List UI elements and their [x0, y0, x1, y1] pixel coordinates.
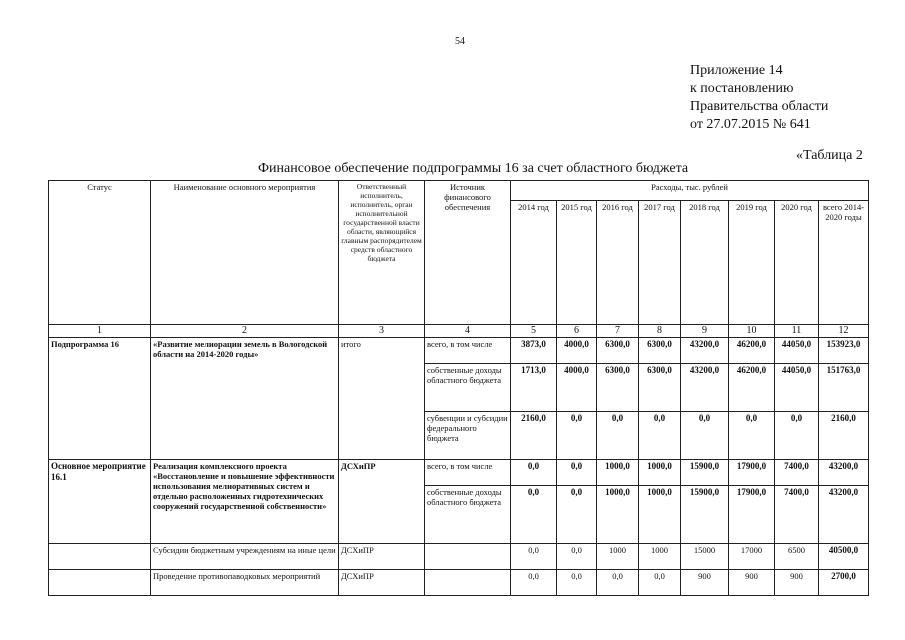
value-cell: 44050,0 [775, 338, 819, 364]
value-cell: 1000,0 [597, 486, 639, 544]
header-year: 2018 год [681, 201, 729, 325]
value-cell: 3873,0 [511, 338, 557, 364]
value-cell: 4000,0 [557, 338, 597, 364]
value-cell: 1000 [597, 544, 639, 570]
value-cell: 1713,0 [511, 364, 557, 412]
value-cell: 0,0 [729, 412, 775, 460]
value-cell: 4000,0 [557, 364, 597, 412]
activity-cell: «Развитие мелиорации земель в Вологодской области на 2014-2020 годы» [151, 338, 339, 460]
value-cell: 2160,0 [819, 412, 869, 460]
value-cell: 151763,0 [819, 364, 869, 412]
value-cell: 15900,0 [681, 486, 729, 544]
value-cell: 0,0 [775, 412, 819, 460]
table-title: Финансовое обеспечение подпрограммы 16 за счет областного бюджета [258, 161, 689, 176]
value-cell: 0,0 [597, 412, 639, 460]
header-expenses: Расходы, тыс. рублей [511, 181, 869, 201]
budget-table [48, 180, 869, 596]
value-cell: 0,0 [511, 570, 557, 596]
executor-cell: ДСХиПР [339, 544, 425, 570]
column-number: 1 [49, 325, 151, 338]
value-cell: 17900,0 [729, 460, 775, 486]
value-cell: 1000 [639, 544, 681, 570]
value-cell: 43200,0 [819, 486, 869, 544]
column-number: 11 [775, 325, 819, 338]
table-row [49, 544, 869, 570]
value-cell: 44050,0 [775, 364, 819, 412]
column-number: 4 [425, 325, 511, 338]
value-cell: 46200,0 [729, 338, 775, 364]
value-cell: 2160,0 [511, 412, 557, 460]
header-year: 2017 год [639, 201, 681, 325]
value-cell: 0,0 [511, 544, 557, 570]
source-cell: собственные доходы областного бюджета [425, 364, 511, 412]
executor-cell: итого [339, 338, 425, 460]
value-cell: 1000,0 [639, 460, 681, 486]
value-cell: 6300,0 [639, 338, 681, 364]
value-cell: 43200,0 [681, 364, 729, 412]
source-cell [425, 570, 511, 596]
source-cell: всего, в том числе [425, 338, 511, 364]
value-cell: 1000,0 [639, 486, 681, 544]
header-source: Источник финансового обеспечения [425, 181, 511, 325]
value-cell: 0,0 [597, 570, 639, 596]
column-number: 10 [729, 325, 775, 338]
appendix-block [690, 62, 828, 134]
page-number: 54 [455, 36, 465, 47]
column-number: 3 [339, 325, 425, 338]
value-cell: 15900,0 [681, 460, 729, 486]
table-row [49, 570, 869, 596]
value-cell: 900 [775, 570, 819, 596]
source-cell: всего, в том числе [425, 460, 511, 486]
value-cell: 17900,0 [729, 486, 775, 544]
activity-cell: Проведение противопаводковых мероприятий [151, 570, 339, 596]
value-cell: 0,0 [557, 412, 597, 460]
value-cell: 6500 [775, 544, 819, 570]
value-cell: 6300,0 [597, 364, 639, 412]
column-number: 6 [557, 325, 597, 338]
table-row [49, 460, 869, 486]
value-cell: 0,0 [511, 486, 557, 544]
appendix-line: Приложение 14 [690, 63, 783, 78]
source-cell [425, 544, 511, 570]
value-cell: 2700,0 [819, 570, 869, 596]
value-cell: 6300,0 [597, 338, 639, 364]
value-cell: 0,0 [511, 460, 557, 486]
column-number-row [49, 325, 869, 338]
status-cell [49, 570, 151, 596]
status-cell: Основное мероприятие 16.1 [49, 460, 151, 544]
value-cell: 900 [729, 570, 775, 596]
source-cell: субвенции и субсидии федерального бюджета [425, 412, 511, 460]
value-cell: 46200,0 [729, 364, 775, 412]
value-cell: 0,0 [681, 412, 729, 460]
column-number: 5 [511, 325, 557, 338]
table-reference: «Таблица 2 [796, 148, 863, 163]
value-cell: 43200,0 [681, 338, 729, 364]
column-number: 2 [151, 325, 339, 338]
status-cell [49, 544, 151, 570]
header-year: 2014 год [511, 201, 557, 325]
header-year: 2015 год [557, 201, 597, 325]
activity-cell: Реализация комплексного проекта «Восстановление и повышение эффективности использования мелиоративных систем и отдельно расположенных гидротехнических сооружений государственной собственности» [151, 460, 339, 544]
header-year-total: всего 2014-2020 годы [819, 201, 869, 325]
column-number: 7 [597, 325, 639, 338]
executor-cell: ДСХиПР [339, 570, 425, 596]
value-cell: 17000 [729, 544, 775, 570]
value-cell: 0,0 [557, 570, 597, 596]
header-executor: Ответственный исполнитель, исполнитель, орган исполнительной государственной власти области, являющийся главным распорядителем средств областного бюджета [339, 181, 425, 325]
value-cell: 40500,0 [819, 544, 869, 570]
column-number: 12 [819, 325, 869, 338]
appendix-line: от 27.07.2015 № 641 [690, 117, 811, 132]
column-number: 9 [681, 325, 729, 338]
value-cell: 7400,0 [775, 486, 819, 544]
value-cell: 7400,0 [775, 460, 819, 486]
activity-cell: Субсидии бюджетным учреждениям на иные цели [151, 544, 339, 570]
value-cell: 15000 [681, 544, 729, 570]
header-year: 2016 год [597, 201, 639, 325]
value-cell: 0,0 [639, 412, 681, 460]
value-cell: 0,0 [639, 570, 681, 596]
header-year: 2019 год [729, 201, 775, 325]
value-cell: 6300,0 [639, 364, 681, 412]
appendix-line: Правительства области [690, 99, 829, 114]
header-year: 2020 год [775, 201, 819, 325]
value-cell: 0,0 [557, 544, 597, 570]
value-cell: 0,0 [557, 486, 597, 544]
appendix-line: к постановлению [690, 81, 794, 96]
value-cell: 43200,0 [819, 460, 869, 486]
value-cell: 1000,0 [597, 460, 639, 486]
source-cell: собственные доходы областного бюджета [425, 486, 511, 544]
header-status: Статус [49, 181, 151, 325]
value-cell: 900 [681, 570, 729, 596]
header-activity: Наименование основного мероприятия [151, 181, 339, 325]
value-cell: 0,0 [557, 460, 597, 486]
value-cell: 153923,0 [819, 338, 869, 364]
table-row [49, 338, 869, 364]
column-number: 8 [639, 325, 681, 338]
executor-cell: ДСХиПР [339, 460, 425, 544]
status-cell: Подпрограмма 16 [49, 338, 151, 460]
